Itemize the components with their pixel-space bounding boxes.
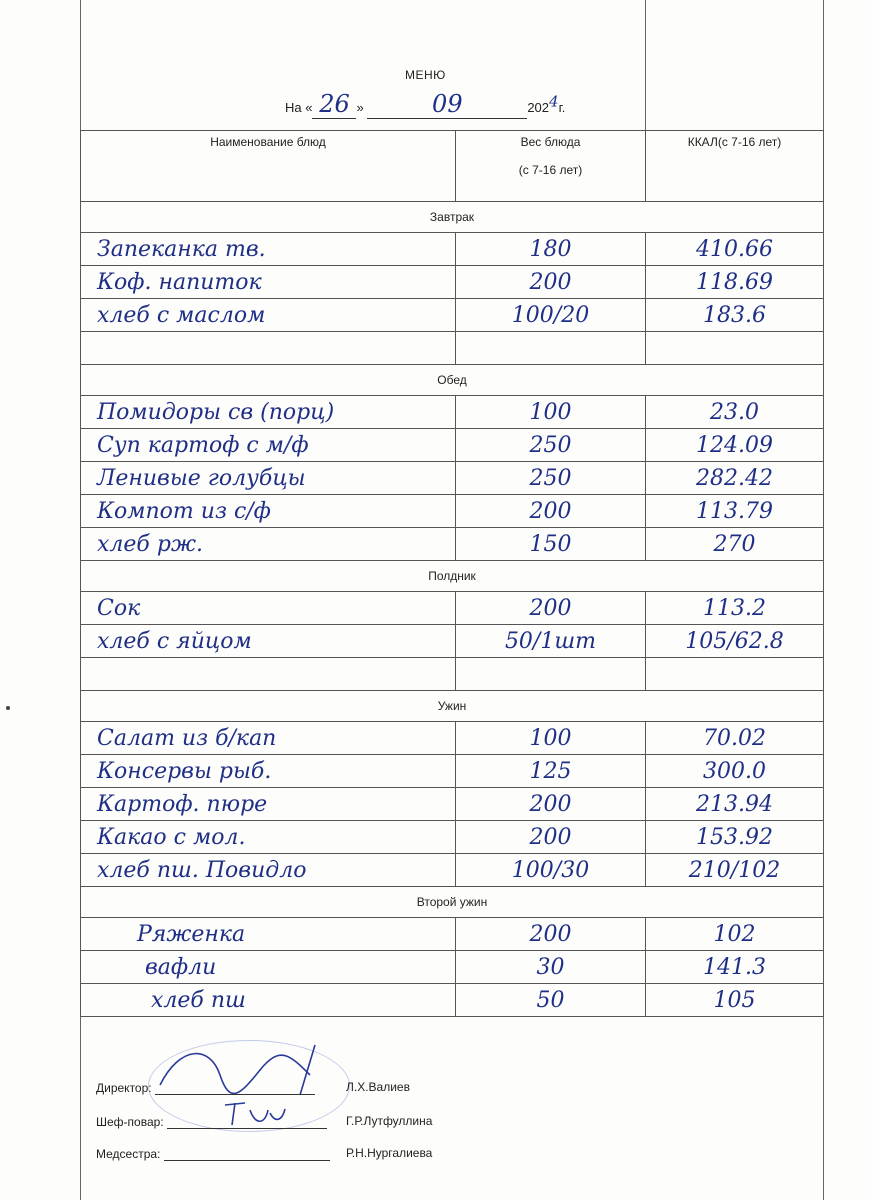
dish-name: Картоф. пюре <box>81 788 456 821</box>
menu-table <box>80 130 824 1017</box>
column-header-kcal: ККАЛ(с 7-16 лет) <box>646 131 824 202</box>
dish-weight: 200 <box>456 592 646 625</box>
chef-row <box>96 1114 327 1129</box>
dish-kcal: 124.09 <box>646 429 824 462</box>
chef-signature-line <box>167 1114 327 1129</box>
dish-kcal: 141.3 <box>646 951 824 984</box>
dish-weight: 100/20 <box>456 299 646 332</box>
table-row <box>81 495 824 528</box>
dish-kcal: 23.0 <box>646 396 824 429</box>
table-row <box>81 592 824 625</box>
table-row <box>81 462 824 495</box>
table-row <box>81 821 824 854</box>
date-prefix: На « <box>285 100 313 115</box>
column-divider-line <box>645 0 646 130</box>
dish-name: хлеб пш <box>81 984 456 1017</box>
dish-name: Салат из б/кап <box>81 722 456 755</box>
date-month: 09 <box>432 90 463 118</box>
table-row <box>81 788 824 821</box>
dish-kcal: 210/102 <box>646 854 824 887</box>
dish-name: Коф. напиток <box>81 266 456 299</box>
dish-weight: 100/30 <box>456 854 646 887</box>
date-day-close: » <box>356 100 364 115</box>
menu-date <box>285 90 565 119</box>
table-row <box>81 951 824 984</box>
section-row-lunch <box>81 365 824 396</box>
section-row-second-dinner <box>81 887 824 918</box>
date-year-suffix: г. <box>558 100 566 115</box>
table-row <box>81 755 824 788</box>
dish-name: Компот из с/ф <box>81 495 456 528</box>
dish-weight: 50/1шт <box>456 625 646 658</box>
dish-weight: 250 <box>456 429 646 462</box>
director-signature-line <box>155 1080 315 1095</box>
director-label: Директор: <box>96 1081 152 1095</box>
section-label: Второй ужин <box>81 887 824 918</box>
date-year-digit: 4 <box>549 92 559 111</box>
chef-name: Г.Р.Лутфуллина <box>346 1114 433 1128</box>
section-row-breakfast <box>81 202 824 233</box>
empty-row <box>81 658 824 691</box>
date-day: 26 <box>319 90 350 118</box>
dish-name: Ленивые голубцы <box>81 462 456 495</box>
section-label: Завтрак <box>81 202 824 233</box>
dish-name: вафли <box>81 951 456 984</box>
table-row <box>81 429 824 462</box>
section-label: Полдник <box>81 561 824 592</box>
section-row-dinner <box>81 691 824 722</box>
dish-kcal: 282.42 <box>646 462 824 495</box>
dish-kcal: 70.02 <box>646 722 824 755</box>
column-header-weight <box>456 131 646 202</box>
column-header-name: Наименование блюд <box>81 131 456 202</box>
dish-name: Суп картоф с м/ф <box>81 429 456 462</box>
dish-name: хлеб рж. <box>81 528 456 561</box>
dish-weight: 125 <box>456 755 646 788</box>
table-row <box>81 396 824 429</box>
section-label: Обед <box>81 365 824 396</box>
table-row <box>81 528 824 561</box>
dish-kcal: 113.2 <box>646 592 824 625</box>
dish-kcal: 105/62.8 <box>646 625 824 658</box>
table-row <box>81 984 824 1017</box>
page-title: МЕНЮ <box>405 68 446 82</box>
dish-weight: 200 <box>456 821 646 854</box>
table-row <box>81 722 824 755</box>
weight-header-line1: Вес блюда <box>520 135 581 149</box>
dish-weight: 50 <box>456 984 646 1017</box>
dish-weight: 100 <box>456 722 646 755</box>
edge-dot <box>6 706 10 710</box>
date-year-prefix: 202 <box>527 100 550 115</box>
dish-name: Какао с мол. <box>81 821 456 854</box>
nurse-signature-line <box>164 1146 330 1161</box>
dish-kcal: 183.6 <box>646 299 824 332</box>
dish-weight: 200 <box>456 495 646 528</box>
dish-weight: 250 <box>456 462 646 495</box>
dish-name: Запеканка тв. <box>81 233 456 266</box>
dish-kcal: 105 <box>646 984 824 1017</box>
dish-name: Помидоры св (порц) <box>81 396 456 429</box>
table-row <box>81 299 824 332</box>
date-month-field <box>367 90 527 119</box>
chef-label: Шеф-повар: <box>96 1115 164 1129</box>
table-header-row <box>81 131 824 202</box>
dish-kcal: 300.0 <box>646 755 824 788</box>
dish-weight: 100 <box>456 396 646 429</box>
dish-name: хлеб с яйцом <box>81 625 456 658</box>
table-row <box>81 625 824 658</box>
dish-weight: 200 <box>456 918 646 951</box>
table-row <box>81 233 824 266</box>
director-name: Л.Х.Валиев <box>346 1080 410 1094</box>
director-row <box>96 1080 315 1095</box>
nurse-label: Медсестра: <box>96 1147 161 1161</box>
dish-kcal: 153.92 <box>646 821 824 854</box>
section-row-snack <box>81 561 824 592</box>
table-row <box>81 918 824 951</box>
dish-name: Консервы рыб. <box>81 755 456 788</box>
dish-name: хлеб с маслом <box>81 299 456 332</box>
dish-kcal: 118.69 <box>646 266 824 299</box>
dish-name: Ряженка <box>81 918 456 951</box>
table-row <box>81 854 824 887</box>
dish-name: хлеб пш. Повидло <box>81 854 456 887</box>
dish-weight: 180 <box>456 233 646 266</box>
dish-weight: 150 <box>456 528 646 561</box>
dish-name: Сок <box>81 592 456 625</box>
dish-weight: 200 <box>456 788 646 821</box>
dish-kcal: 102 <box>646 918 824 951</box>
weight-header-line2: (с 7-16 лет) <box>518 163 583 177</box>
empty-row <box>81 332 824 365</box>
dish-weight: 30 <box>456 951 646 984</box>
dish-kcal: 113.79 <box>646 495 824 528</box>
section-label: Ужин <box>81 691 824 722</box>
date-day-field <box>312 90 356 119</box>
nurse-row <box>96 1146 330 1161</box>
table-row <box>81 266 824 299</box>
dish-kcal: 410.66 <box>646 233 824 266</box>
dish-kcal: 270 <box>646 528 824 561</box>
dish-weight: 200 <box>456 266 646 299</box>
dish-kcal: 213.94 <box>646 788 824 821</box>
nurse-name: Р.Н.Нургалиева <box>346 1146 433 1160</box>
